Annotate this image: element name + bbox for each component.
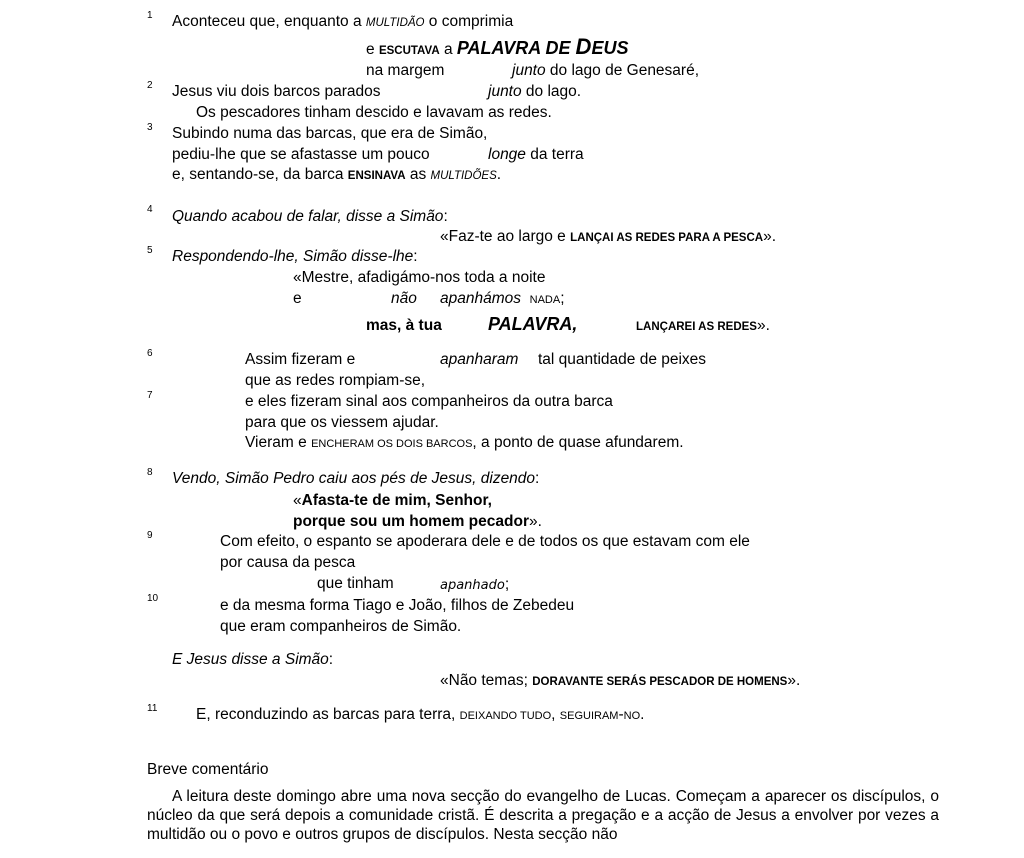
text-line: «Não temas; DORAVANTE SERÁS PESCADOR DE HOMENS». xyxy=(440,672,801,689)
verse-number: 9 xyxy=(147,530,153,541)
text-line: apanharam xyxy=(440,351,519,368)
text-line: na margem xyxy=(366,62,445,79)
verse-number: 4 xyxy=(147,204,153,215)
text-line: apanhado; xyxy=(440,576,510,593)
text-line: não xyxy=(391,290,417,307)
text-line: para que os viessem ajudar. xyxy=(245,414,439,431)
verse-number: 6 xyxy=(147,348,153,359)
text-line: pediu-lhe que se afastasse um pouco xyxy=(172,146,430,163)
text-line: junto do lago. xyxy=(488,83,582,100)
text-line: longe da terra xyxy=(488,146,584,163)
text-line: apanhámos NADA; xyxy=(440,290,565,307)
section-heading: Breve comentário xyxy=(147,761,269,778)
text-line: que as redes rompiam-se, xyxy=(245,372,426,389)
verse-number: 5 xyxy=(147,245,153,256)
text-line: Vendo, Simão Pedro caiu aos pés de Jesus, dizendo: xyxy=(172,470,540,487)
text-line: tal quantidade de peixes xyxy=(538,351,707,368)
verse-number: 11 xyxy=(147,703,158,714)
text-line: LANÇAREI AS REDES». xyxy=(636,317,770,334)
text-line: porque sou um homem pecador». xyxy=(293,513,542,530)
text-line: Subindo numa das barcas, que era de Simão, xyxy=(172,125,488,142)
text-line: e xyxy=(293,290,302,307)
text-line: que eram companheiros de Simão. xyxy=(220,618,462,635)
verse-number: 7 xyxy=(147,390,153,401)
text-line: Com efeito, o espanto se apoderara dele e de todos os que estavam com ele xyxy=(220,533,750,550)
text-line: que tinham xyxy=(317,575,394,592)
text-line: Os pescadores tinham descido e lavavam as redes. xyxy=(196,104,552,121)
verse-number: 1 xyxy=(147,10,153,21)
text-line: «Mestre, afadigámo-nos toda a noite xyxy=(293,269,546,286)
verse-number: 10 xyxy=(147,593,159,604)
text-line: Vieram e ENCHERAM OS DOIS BARCOS, a ponto de quase afundarem. xyxy=(245,434,684,451)
text-line: PALAVRA, xyxy=(488,314,578,334)
text-line: e, sentando-se, da barca ENSINAVA as MULTIDÕES. xyxy=(172,166,502,183)
text-line: junto do lago de Genesaré, xyxy=(512,62,700,79)
comment-paragraph: A leitura deste domingo abre uma nova secção do evangelho de Lucas. Começam a aparecer os discípulos, o núcleo da que será depois a comunidade cristã. É descrita a pregação e a acção de Jesus a envolver por vezes a multidão ou o povo e outros grupos de discípulos. Nesta secção não xyxy=(147,788,939,844)
verse-number: 3 xyxy=(147,122,153,133)
text-line: e da mesma forma Tiago e João, filhos de Zebedeu xyxy=(220,597,575,614)
text-line: E, reconduzindo as barcas para terra, DEIXANDO TUDO, SEGUIRAM-NO. xyxy=(196,706,645,723)
text-line: Assim fizeram e xyxy=(245,351,356,368)
text-line: Quando acabou de falar, disse a Simão: xyxy=(172,208,448,225)
text-line: Respondendo-lhe, Simão disse-lhe: xyxy=(172,248,418,265)
text-line: por causa da pesca xyxy=(220,554,356,571)
text-line: «Afasta-te de mim, Senhor, xyxy=(293,492,492,509)
verse-number: 2 xyxy=(147,80,153,91)
verse-number: 8 xyxy=(147,467,153,478)
text-line: mas, à tua xyxy=(366,317,442,334)
text-line: e ESCUTAVA a PALAVRA DE DEUS xyxy=(366,34,629,59)
text-line: E Jesus disse a Simão: xyxy=(172,651,334,668)
text-line: Aconteceu que, enquanto a MULTIDÃO o comprimia xyxy=(172,13,514,30)
text-line: Jesus viu dois barcos parados xyxy=(172,83,381,100)
text-line: «Faz-te ao largo e LANÇAI AS REDES PARA A PESCA». xyxy=(440,228,777,245)
text-line: e eles fizeram sinal aos companheiros da outra barca xyxy=(245,393,613,410)
